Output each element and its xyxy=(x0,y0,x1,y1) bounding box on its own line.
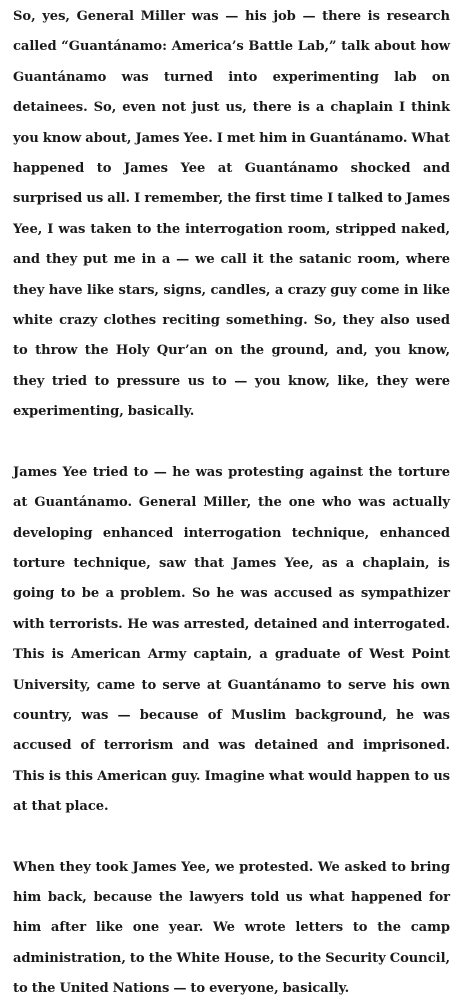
paragraph: When they took James Yee, we protested. We asked to bring him back, because the lawyers told us what happened for him after like one year. We wrote letters to the camp administration, to the White House, to the Security Council, to the United Nations — to everyone, basically. xyxy=(13,859,450,997)
paragraph: James Yee tried to — he was protesting against the torture at Guantánamo. General Miller, the one who was actually developing enhanced interrogation technique, enhanced torture technique, saw that James Yee, as a chaplain, is going to be a problem. So he was accused as sympathizer with terrorists. He was arrested, detained and interrogated. This is American Army captain, a graduate of West Point University, came to serve at Guantánamo to serve his own country, was — because of Muslim background, he was accused of terrorism and was detained and imprisoned. This is this American guy. Imagine what would happen to us at that place. xyxy=(13,464,450,815)
document-body xyxy=(13,0,450,1005)
paragraph: So, yes, General Miller was — his job — there is research called “Guantánamo: America’s Battle Lab,” talk about how Guantánamo was turned into experimenting lab on detainees. So, even not just us, there is a chaplain I think you know about, James Yee. I met him in Guantánamo. What happened to James Yee at Guantánamo shocked and surprised us all. I remember, the first time I talked to James Yee, I was taken to the interrogation room, stripped naked, and they put me in a — we call it the satanic room, where they have like stars, signs, candles, a crazy guy come in like white crazy clothes reciting something. So, they also used to throw the Holy Qur’an on the ground, and, you know, they tried to pressure us to — you know, like, they were experimenting, basically. xyxy=(13,9,450,420)
